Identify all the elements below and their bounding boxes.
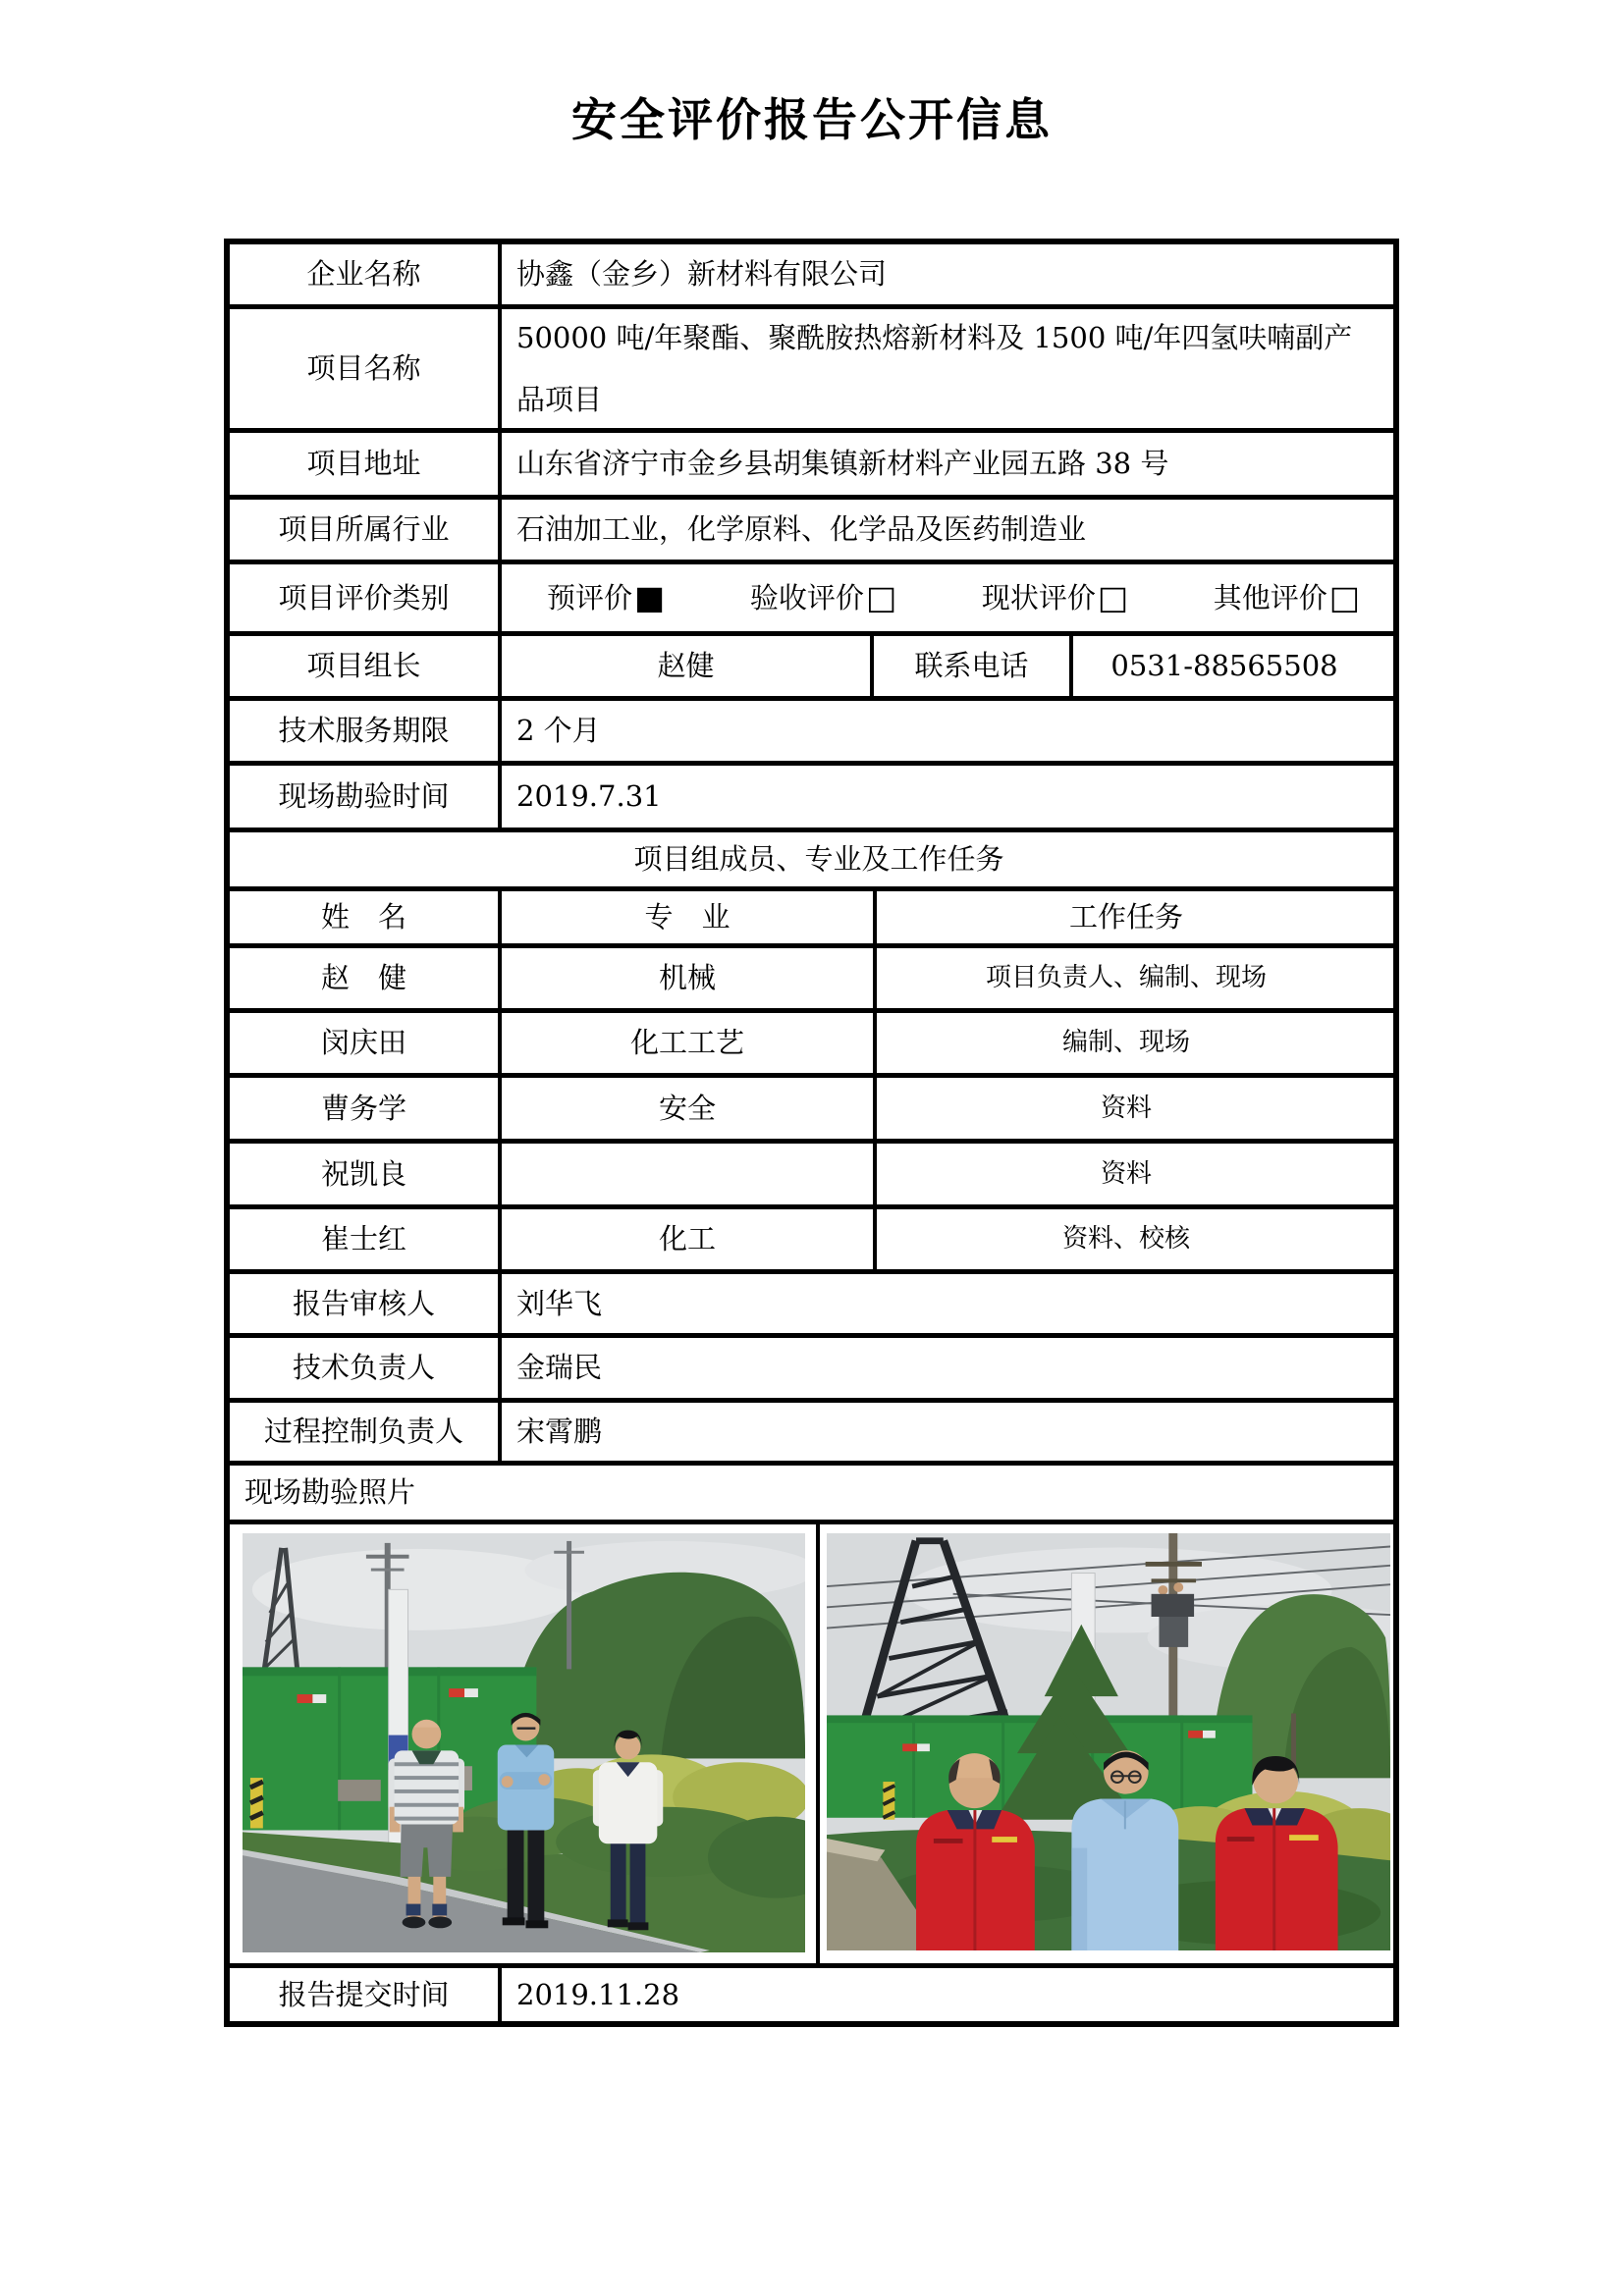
row-submit-time: [230, 1968, 1393, 2021]
tech-lead-value: 金瑞民: [516, 1351, 603, 1385]
tech-lead-label: 技术负责人: [230, 1338, 502, 1398]
member-row: [230, 1078, 1393, 1144]
row-service-period: [230, 701, 1393, 766]
reviewer-label: 报告审核人: [230, 1274, 502, 1333]
row-reviewer: [230, 1274, 1393, 1338]
company-value: 协鑫（金乡）新材料有限公司: [516, 257, 888, 292]
checkbox-filled-icon: ■: [634, 578, 666, 617]
checkbox-empty-icon: □: [1328, 578, 1360, 617]
service-period-label: 技术服务期限: [230, 701, 502, 761]
process-lead-value: 宋霄鹏: [516, 1415, 603, 1449]
photos-label: 现场勘验照片: [244, 1475, 416, 1510]
eval-option-status: 现状评价 □: [981, 578, 1129, 617]
member-row: [230, 1144, 1393, 1209]
service-period-value: 2 个月: [516, 714, 601, 748]
members-section-title: 项目组成员、专业及工作任务: [633, 842, 1004, 877]
row-company: [230, 244, 1393, 309]
address-label: 项目地址: [230, 433, 502, 495]
project-value: 50000 吨/年聚酯、聚酰胺热熔新材料及 1500 吨/年四氢呋喃副产品项目: [516, 320, 1353, 416]
project-label: 项目名称: [230, 309, 502, 428]
checkbox-empty-icon: □: [1097, 578, 1129, 617]
row-process-lead: [230, 1403, 1393, 1466]
eval-option-other: 其他评价 □: [1213, 578, 1360, 617]
site-photo-left: [243, 1533, 805, 1952]
members-header-task: 工作任务: [1068, 900, 1183, 934]
members-header-major: 专 业: [502, 891, 877, 943]
member-task: 资料: [1100, 1158, 1152, 1189]
survey-time-value: 2019.7.31: [516, 779, 662, 814]
survey-time-label: 现场勘验时间: [230, 766, 502, 828]
member-major: 化工: [502, 1209, 877, 1269]
member-row: [230, 948, 1393, 1013]
row-leader: [230, 636, 1393, 701]
row-survey-time: [230, 766, 1393, 832]
member-row: [230, 1209, 1393, 1274]
row-photos-label: [230, 1466, 1393, 1524]
leader-phone-label: 联系电话: [874, 636, 1073, 696]
eval-option-pre: 预评价 ■: [547, 578, 666, 617]
info-table: [224, 239, 1399, 2027]
row-evaluation-type: [230, 564, 1393, 636]
submit-time-label: 报告提交时间: [230, 1968, 502, 2021]
evaluation-type-options: [502, 564, 1393, 631]
page-title: 安全评价报告公开信息: [571, 93, 1053, 146]
member-task: 编制、现场: [1061, 1028, 1190, 1058]
member-major: [502, 1144, 877, 1204]
leader-phone-value: 0531-88565508: [1110, 649, 1338, 683]
site-photo-right: [827, 1533, 1390, 1950]
photo-cell-left: [230, 1524, 820, 1963]
members-header-name: 姓 名: [230, 891, 502, 943]
submit-time-value: 2019.11.28: [516, 1977, 680, 2011]
member-task: 资料、校核: [1061, 1224, 1190, 1255]
evaluation-type-label: 项目评价类别: [230, 564, 502, 631]
row-address: [230, 433, 1393, 500]
row-industry: [230, 500, 1393, 564]
row-members-header: [230, 891, 1393, 948]
leader-label: 项目组长: [230, 636, 502, 696]
member-task: 资料: [1100, 1093, 1152, 1123]
row-tech-lead: [230, 1338, 1393, 1403]
photo-cell-right: [820, 1524, 1393, 1963]
member-major: 机械: [502, 948, 877, 1008]
checkbox-empty-icon: □: [865, 578, 897, 617]
eval-option-acceptance: 验收评价 □: [749, 578, 897, 617]
industry-value: 石油加工业，化学原料、化学品及医药制造业: [516, 512, 1087, 547]
member-name: 祝凯良: [230, 1144, 502, 1204]
member-name: 曹务学: [230, 1078, 502, 1139]
row-photos: [230, 1524, 1393, 1968]
company-label: 企业名称: [230, 244, 502, 304]
member-name: 闵庆田: [230, 1013, 502, 1073]
member-major: 化工工艺: [502, 1013, 877, 1073]
member-major: 安全: [502, 1078, 877, 1139]
reviewer-value: 刘华飞: [516, 1286, 603, 1320]
member-task: 项目负责人、编制、现场: [985, 963, 1267, 993]
row-project: [230, 309, 1393, 433]
industry-label: 项目所属行业: [230, 500, 502, 560]
leader-name: 赵健: [502, 636, 874, 696]
member-name: 崔士红: [230, 1209, 502, 1269]
member-row: [230, 1013, 1393, 1078]
member-name: 赵 健: [230, 948, 502, 1008]
process-lead-label: 过程控制负责人: [230, 1403, 502, 1461]
address-value: 山东省济宁市金乡县胡集镇新材料产业园五路 38 号: [516, 447, 1169, 481]
row-members-section-title: [230, 832, 1393, 891]
